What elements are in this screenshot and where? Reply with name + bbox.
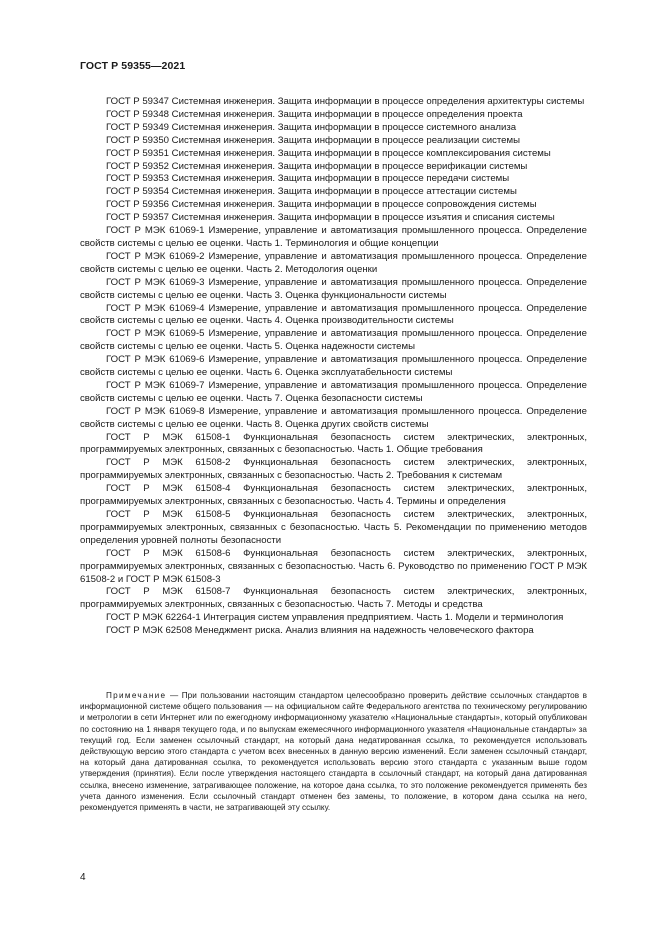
reference-item: ГОСТ Р 59348 Системная инженерия. Защита информации в процессе определения проекта: [106, 108, 523, 120]
reference-item: ГОСТ Р 59351 Системная инженерия. Защита информации в процессе комплексирования системы: [106, 147, 551, 159]
note-paragraph: [80, 690, 587, 813]
reference-item: ГОСТ Р 59354 Системная инженерия. Защита информации в процессе аттестации системы: [106, 186, 517, 198]
note-block: [80, 690, 587, 813]
reference-item: ГОСТ Р МЭК 61069-8 Измерение, управление и автоматизация промышленного процесса. Определение свойств системы с целью ее оценки. Часть 8. Оценка других свойств системы: [80, 405, 587, 430]
note-text: — При пользовании настоящим стандартом целесообразно проверить действие ссылочных стандартов в информационной системе общего пользования — на официальном сайте Федерального агентства по техническому регулированию и метрологии в сети Интернет или по ежегодному информационному указателю «Национальные стандарты», который опубликован по состоянию на 1 января текущего года, и по выпускам ежемесячного информационного указателя «Национальные стандарты» за текущий год. Если заменен ссылочный стандарт, на который дана недатированная ссылка, то рекомендуется использовать действующую версию этого стандарта с учетом всех внесенных в данную версию изменений. Если заменен ссылочный стандарт, на который дана датированная ссылка, то рекомендуется использовать версию этого стандарта с указанным выше годом утверждения (принятия). Если после утверждения настоящего стандарта в ссылочный стандарт, на который дана датированная ссылка, внесено изменение, затрагивающее положение, на которое дана ссылка, то это положение рекомендуется применять без учета данного изменения. Если ссылочный стандарт отменен без замены, то положение, в котором дана ссылка на него, рекомендуется применять в части, не затрагивающей эту ссылку.: [80, 691, 587, 813]
reference-item: ГОСТ Р МЭК 61508-7 Функциональная безопасность систем электрических, электронных, программируемых электронных, связанных с безопасностью. Часть 7. Методы и средства: [80, 586, 587, 611]
reference-item: ГОСТ Р МЭК 61069-3 Измерение, управление и автоматизация промышленного процесса. Определение свойств системы с целью ее оценки. Часть 3. Оценка функциональности системы: [80, 276, 587, 301]
reference-item: ГОСТ Р 59357 Системная инженерия. Защита информации в процессе изъятия и списания системы: [106, 212, 555, 224]
reference-item: ГОСТ Р МЭК 61508-2 Функциональная безопасность систем электрических, электронных, программируемых электронных, связанных с безопасностью. Часть 2. Требования к системам: [80, 457, 587, 482]
reference-item: ГОСТ Р МЭК 61069-1 Измерение, управление и автоматизация промышленного процесса. Определение свойств системы с целью ее оценки. Часть 1. Терминология и общие концепции: [80, 225, 587, 249]
document-code-header: ГОСТ Р 59355—2021: [80, 60, 186, 72]
reference-item: ГОСТ Р 59350 Системная инженерия. Защита информации в процессе реализации системы: [106, 134, 521, 146]
reference-item: ГОСТ Р МЭК 61508-5 Функциональная безопасность систем электрических, электронных, программируемых электронных, связанных с безопасностью. Часть 5. Рекомендации по применению методов определения уровней полноты безопасности: [80, 509, 587, 546]
reference-item: ГОСТ Р МЭК 61069-4 Измерение, управление и автоматизация промышленного процесса. Определение свойств системы с целью ее оценки. Часть 4. Оценка производительности системы: [80, 302, 587, 327]
reference-item: ГОСТ Р 59352 Системная инженерия. Защита информации в процессе верификации системы: [106, 160, 528, 172]
reference-item: ГОСТ Р 59353 Системная инженерия. Защита информации в процессе передачи системы: [106, 173, 510, 185]
reference-item: ГОСТ Р 59349 Системная инженерия. Защита информации в процессе системного анализа: [106, 121, 517, 133]
reference-item: ГОСТ Р МЭК 61069-2 Измерение, управление и автоматизация промышленного процесса. Определение свойств системы с целью ее оценки. Часть 2. Методология оценки: [80, 250, 587, 275]
reference-item: ГОСТ Р 59347 Системная инженерия. Защита информации в процессе определения архитектуры системы: [106, 96, 585, 107]
reference-item: ГОСТ Р МЭК 61508-6 Функциональная безопасность систем электрических, электронных, программируемых электронных, связанных с безопасностью. Часть 6. Руководство по применению ГОСТ Р МЭК 61508-2 и ГОСТ Р МЭК 61508-3: [80, 547, 587, 585]
reference-item: ГОСТ Р МЭК 62264-1 Интеграция систем управления предприятием. Часть 1. Модели и терминология: [106, 612, 564, 624]
reference-item: ГОСТ Р МЭК 61508-1 Функциональная безопасность систем электрических, электронных, программируемых электронных, связанных с безопасностью. Часть 1. Общие требования: [80, 431, 587, 456]
note-label: Примечание: [106, 691, 167, 700]
reference-list: [80, 96, 587, 638]
reference-item: ГОСТ Р МЭК 61508-4 Функциональная безопасность систем электрических, электронных, программируемых электронных, связанных с безопасностью. Часть 4. Термины и определения: [80, 483, 587, 508]
reference-item: ГОСТ Р МЭК 61069-5 Измерение, управление и автоматизация промышленного процесса. Определение свойств системы с целью ее оценки. Часть 5. Оценка надежности системы: [80, 328, 587, 353]
reference-item: ГОСТ Р МЭК 61069-6 Измерение, управление и автоматизация промышленного процесса. Определение свойств системы с целью ее оценки. Часть 6. Оценка эксплуатабельности системы: [80, 354, 587, 379]
reference-item: ГОСТ Р 59356 Системная инженерия. Защита информации в процессе сопровождения системы: [106, 199, 537, 211]
page-number: 4: [80, 872, 86, 883]
reference-item: ГОСТ Р МЭК 61069-7 Измерение, управление и автоматизация промышленного процесса. Определение свойств системы с целью ее оценки. Часть 7. Оценка безопасности системы: [80, 379, 587, 404]
reference-item: ГОСТ Р МЭК 62508 Менеджмент риска. Анализ влияния на надежность человеческого фактора: [106, 625, 534, 637]
